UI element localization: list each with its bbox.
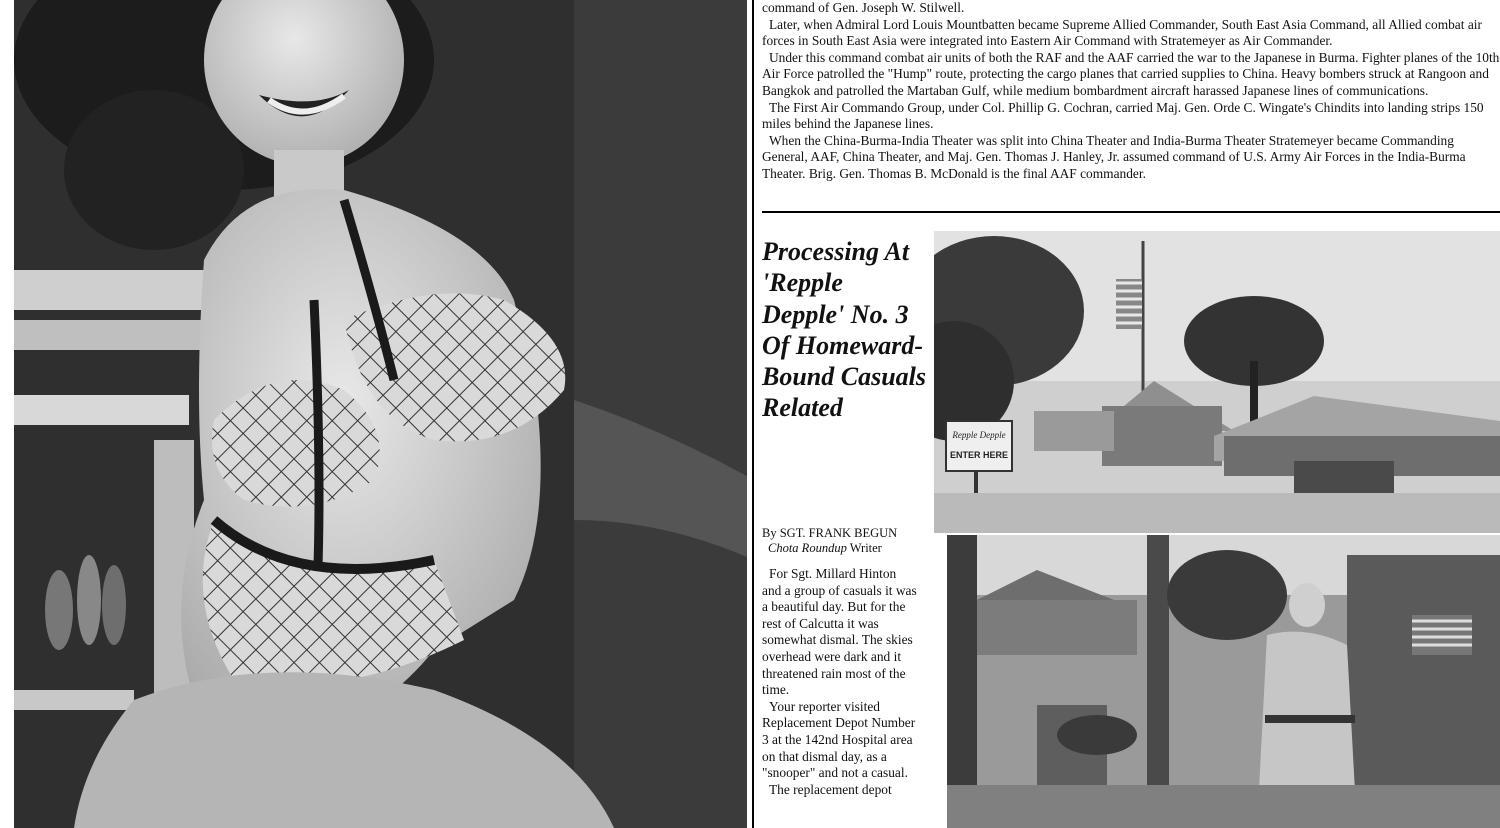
article-paragraph: command of Gen. Joseph W. Stilwell. bbox=[762, 0, 965, 15]
depot-entrance-photo bbox=[934, 231, 1500, 533]
headline: Processing At 'Repple Depple' No. 3 Of Homeward-Bound Casuals Related bbox=[762, 237, 927, 423]
soldier-duffel-photo bbox=[947, 535, 1500, 828]
article-paragraph: Under this command combat air units of both the RAF and the AAF carried the war to the Japanese in Burma. Fighter planes of the 10th Air Force patrolled the "Hump" route, protecting the cargo planes that carried supplies to China. Heavy bombers struck at Rangoon and Bangkok and patrolled the Martaban Gulf, while medium bombardment aircraft harassed Japanese lines of communications. bbox=[762, 49, 1500, 98]
article-paragraph: When the China-Burma-India Theater was split into China Theater and India-Burma Theater Stratemeyer became Commanding General, AAF, China Theater, and Maj. Gen. Thomas J. Hanley, Jr. assumed command of U.S. Army Air Forces in the India-Burma Theater. Brig. Gen. Thomas B. McDonald is the final AAF commander. bbox=[762, 132, 1466, 181]
byline-author: By SGT. FRANK BEGUN bbox=[762, 526, 898, 540]
byline-paper: Chota Roundup bbox=[768, 541, 847, 555]
byline bbox=[762, 526, 927, 556]
byline-affiliation bbox=[762, 541, 927, 556]
us-flag-icon bbox=[1116, 279, 1142, 329]
sign-line2: ENTER HERE bbox=[949, 450, 1009, 460]
page-margin bbox=[0, 0, 14, 828]
story-body bbox=[762, 566, 917, 798]
article-paragraph: The First Air Commando Group, under Col. Phillip G. Cochran, carried Maj. Gen. Orde C. Wingate's Chindits into landing strips 150 miles behind the Japanese lines. bbox=[762, 99, 1484, 132]
byline-role: Writer bbox=[846, 541, 882, 555]
article-continuation bbox=[762, 0, 1500, 183]
sign-line1: Repple Depple bbox=[952, 430, 1006, 440]
article-paragraph: Later, when Admiral Lord Louis Mountbatten became Supreme Allied Commander, South East Asia Command, all Allied combat air forces in South East Asia were integrated into Eastern Air Command with Stratemeyer as Air Commander. bbox=[762, 16, 1482, 49]
story-paragraph: The replacement depot bbox=[769, 781, 892, 797]
section-divider bbox=[762, 211, 1500, 213]
story-paragraph: Your reporter visited Replacement Depot Number 3 at the 142nd Hospital area on that dismal day, as a "snooper" and not a casual. bbox=[762, 698, 916, 781]
us-flag-icon bbox=[1412, 615, 1472, 655]
story-paragraph: For Sgt. Millard Hinton and a group of casuals it was a beautiful day. But for the rest of Calcutta it was somewhat dismal. The skies overhead were dark and it threatened rain most of the time. bbox=[762, 566, 917, 698]
column-rule bbox=[752, 0, 754, 828]
pinup-photograph bbox=[14, 0, 747, 828]
